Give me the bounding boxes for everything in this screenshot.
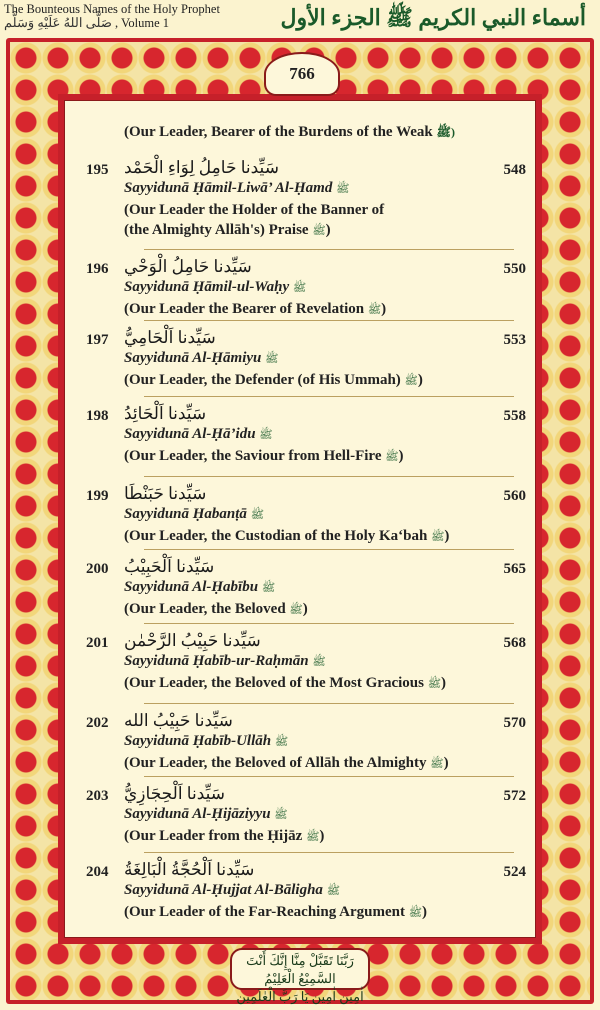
translation-line: (Our Leader the Holder of the Banner of (124, 202, 385, 218)
translation: (Our Leader of the Far-Reaching Argument ﷺ) (124, 904, 427, 920)
arabic-name: سَيِّدنا اَلْحَبِيْبُ (124, 557, 215, 576)
entry-number: 199 (86, 488, 109, 504)
transliteration (124, 506, 264, 524)
transliteration-text: Sayyidunā Ḥabīb-ur-Raḥmān (124, 653, 309, 669)
translation: (Our Leader from the Ḥijāz ﷺ) (124, 828, 325, 844)
salawat-icon: ﷺ (261, 582, 276, 594)
header-salawat: صَلَّى اللهُ عَلَيْهِ وَسَلَّم (4, 15, 112, 30)
salawat-icon: ﷺ) (436, 125, 455, 139)
transliteration (124, 279, 306, 297)
transliteration (124, 653, 326, 671)
salawat-icon: ﷺ (259, 429, 273, 441)
reference-page: 524 (503, 864, 526, 880)
transliteration-text: Sayyidunā Al-Ḥāmiyu (124, 350, 262, 366)
entry-divider (144, 623, 514, 624)
entry-number: 197 (86, 332, 109, 348)
transliteration-text: Sayyidunā Ḥabanṭā (124, 506, 247, 522)
salawat-icon: ﷺ (385, 451, 399, 463)
transliteration (124, 733, 288, 751)
translation-line: (Our Leader, the Beloved of Allāh the Almighty (124, 755, 427, 771)
entry-divider (144, 476, 514, 477)
entry-number: 202 (86, 715, 109, 731)
salawat-icon: ﷺ (367, 304, 382, 316)
entry-number: 201 (86, 635, 109, 651)
arabic-name: سَيِّدنا اَلْحُجَّةُ الْبَالِغَةُ (124, 860, 255, 879)
salawat-icon: ﷺ (265, 353, 279, 365)
transliteration (124, 806, 288, 824)
salawat-icon: ﷺ (312, 656, 326, 668)
translation-line: (Our Leader, the Defender (of His Ummah) (124, 372, 401, 388)
volume-label: , Volume 1 (114, 16, 170, 30)
translation-line: (Our Leader the Bearer of Revelation (124, 301, 365, 317)
transliteration-text: Sayyidunā Al-Ḥabību (124, 579, 259, 595)
reference-page: 548 (503, 162, 526, 178)
footer-dua (230, 948, 370, 1004)
translation-line: (Our Leader of the Far-Reaching Argument (124, 904, 405, 920)
continued-translation (124, 124, 455, 142)
salawat-icon: ﷺ (326, 885, 340, 897)
entry-number: 203 (86, 788, 109, 804)
transliteration-text: Sayyidunā Ḥāmil-Liwā’ Al-Ḥamd (124, 180, 333, 196)
arabic-name: سَيِّدنا حَامِلُ لِوَاءِ الْحَمْد (124, 158, 279, 177)
translation: (Our Leader, the Saviour from Hell-Fire ﷺ) (124, 448, 404, 464)
translation-line: (Our Leader from the Ḥijāz (124, 828, 303, 844)
arabic-name: سَيِّدنا اَلْحِجَازِيُّ (124, 784, 226, 803)
translation-line: (Our Leader, the Beloved (124, 601, 286, 617)
entry-number: 204 (86, 864, 109, 880)
translation-line: (the Almighty Allāh's) Praise (124, 222, 309, 238)
salawat-icon: ﷺ (250, 509, 264, 521)
entry-divider (144, 396, 514, 397)
translation: (Our Leader the Bearer of Revelation ﷺ) (124, 301, 387, 317)
reference-page: 570 (503, 715, 526, 731)
reference-page: 568 (503, 635, 526, 651)
entry-number: 200 (86, 561, 109, 577)
transliteration (124, 350, 278, 368)
translation: (Our Leader, the Beloved ﷺ) (124, 601, 308, 617)
transliteration-text: Sayyidunā Al-Ḥujjat Al-Bāligha (124, 882, 323, 898)
transliteration (124, 426, 273, 444)
arabic-name: سَيِّدنا حَبِيْبُ الله (124, 711, 233, 730)
transliteration-text: Sayyidunā Ḥāmil-ul-Waḥy (124, 279, 290, 295)
salawat-icon: ﷺ (408, 907, 422, 919)
transliteration (124, 882, 340, 900)
salawat-icon: ﷺ (274, 809, 288, 821)
entry-divider (144, 776, 514, 777)
salawat-icon: ﷺ (312, 225, 326, 237)
salawat-icon: ﷺ (292, 282, 307, 294)
entry-divider (144, 852, 514, 853)
arabic-name: سَيِّدنا حَبِيْبُ الرَّحْمٰن (124, 631, 261, 650)
reference-page: 553 (503, 332, 526, 348)
continued-text: (Our Leader, Bearer of the Burdens of the Weak (124, 124, 433, 140)
page-number: 766 (264, 52, 340, 96)
entry-divider (144, 549, 514, 550)
entry-divider (144, 249, 514, 250)
entry-number: 196 (86, 261, 109, 277)
salawat-icon: ﷺ (274, 736, 289, 748)
salawat-icon: ﷺ (289, 604, 303, 616)
translation: (Our Leader, the Beloved of Allāh the Almighty ﷺ) (124, 755, 449, 771)
translation: (Our Leader, the Defender (of His Ummah) ﷺ) (124, 372, 423, 388)
arabic-name: سَيِّدنا حَبَنْطَا (124, 484, 207, 503)
salawat-icon: ﷺ (306, 831, 320, 843)
book-title: The Bounteous Names of the Holy Prophet (4, 2, 220, 16)
arabic-name: سَيِّدنا اَلْحَامِيُّ (124, 328, 216, 347)
translation-line: (Our Leader, the Saviour from Hell-Fire (124, 448, 382, 464)
arabic-name: سَيِّدنا حَامِلُ الْوَحْي (124, 257, 252, 276)
entry-number: 195 (86, 162, 109, 178)
salawat-icon: ﷺ (431, 531, 445, 543)
reference-page: 560 (503, 488, 526, 504)
entry-number: 198 (86, 408, 109, 424)
salawat-icon: ﷺ (427, 678, 442, 690)
arabic-header-title: أسماء النبي الكريم ﷺ الجزء الأول (280, 5, 586, 30)
salawat-icon: ﷺ (430, 758, 444, 770)
reference-page: 572 (503, 788, 526, 804)
salawat-icon: ﷺ (404, 375, 418, 387)
translation: (Our Leader, the Custodian of the Holy Ka‘bah ﷺ) (124, 528, 450, 544)
translation-line: (Our Leader, the Custodian of the Holy Ka‘bah (124, 528, 428, 544)
salawat-icon: ﷺ (336, 183, 350, 195)
reference-page: 558 (503, 408, 526, 424)
translation: (Our Leader, the Beloved of the Most Gracious ﷺ) (124, 675, 447, 691)
transliteration-text: Sayyidunā Al-Ḥijāziyyu (124, 806, 271, 822)
translation-line: (Our Leader, the Beloved of the Most Gracious (124, 675, 424, 691)
dua-line-1: رَبَّنَا تَقَبَّلْ مِنَّا إِنَّكَ أَنْتَ السَّمِيْعُ الْعَلِيْمُ (246, 953, 354, 986)
transliteration (124, 180, 349, 198)
transliteration-text: Sayyidunā Al-Ḥā’idu (124, 426, 256, 442)
transliteration-text: Sayyidunā Ḥabīb-Ullāh (124, 733, 272, 749)
running-header (4, 2, 220, 30)
arabic-name: سَيِّدنا اَلْحَائِدُ (124, 404, 207, 423)
transliteration (124, 579, 275, 597)
entry-divider (144, 703, 514, 704)
reference-page: 565 (503, 561, 526, 577)
translation: (Our Leader the Holder of the Banner of (the Almighty Allāh's) Praise ﷺ) (124, 202, 385, 238)
dua-line-2: اٰمِين اٰمِين يَا رَبَّ الْعٰلَمِين (236, 989, 364, 1004)
reference-page: 550 (503, 261, 526, 277)
entry-divider (144, 320, 514, 321)
volume-line (4, 16, 220, 30)
